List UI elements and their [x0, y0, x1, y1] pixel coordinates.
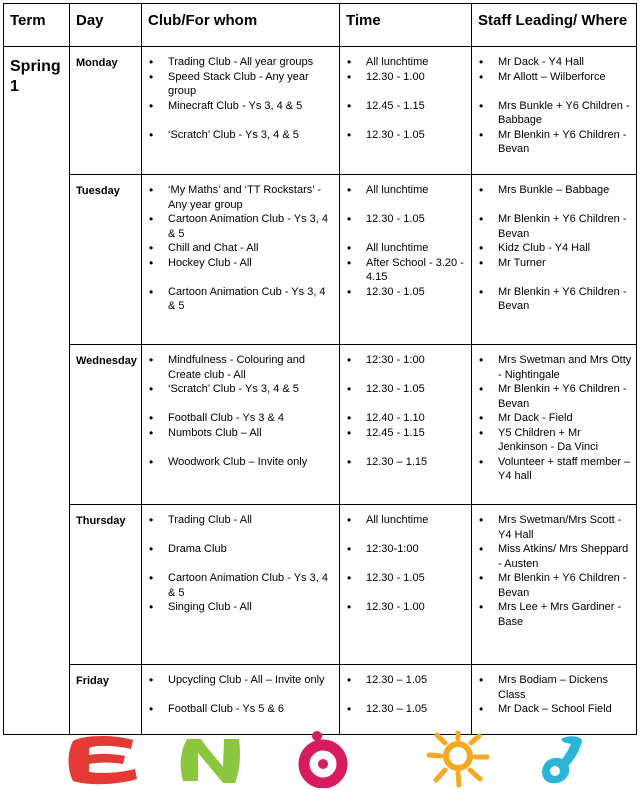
staff-item: • Mr Allott – Wilberforce — [472, 70, 632, 85]
staff-item — [472, 198, 632, 213]
time-item — [340, 84, 467, 99]
day-row — [4, 345, 637, 505]
time-item — [340, 198, 467, 213]
time-item: • 12:30-1:00 — [340, 542, 467, 557]
club-list — [142, 505, 339, 615]
time-list — [340, 47, 471, 142]
club-item: • Football Club - Ys 3 & 4 — [142, 411, 335, 426]
staff-cell — [472, 47, 637, 175]
club-cell — [142, 665, 340, 735]
time-item — [340, 113, 467, 128]
club-item — [142, 557, 335, 572]
time-item: • All lunchtime — [340, 183, 467, 198]
time-item — [340, 227, 467, 242]
day-row — [4, 505, 637, 665]
club-item: • ‘Scratch’ Club - Ys 3, 4 & 5 — [142, 128, 335, 143]
staff-list — [472, 175, 636, 314]
time-item — [340, 440, 467, 455]
club-item — [142, 528, 335, 543]
staff-item: • Mr Blenkin + Y6 Children - Bevan — [472, 571, 632, 600]
club-item: • Trading Club - All — [142, 513, 335, 528]
staff-list — [472, 345, 636, 484]
time-item — [340, 557, 467, 572]
time-item: • 12.30 - 1.05 — [340, 571, 467, 586]
staff-item: • Y5 Children + Mr Jenkinson - Da Vinci — [472, 426, 632, 455]
staff-cell — [472, 665, 637, 735]
day-cell: Wednesday — [70, 345, 142, 505]
club-item: • Upcycling Club - All – Invite only — [142, 673, 335, 688]
letter-n-logo — [181, 739, 240, 783]
staff-item: • Mr Blenkin + Y6 Children - Bevan — [472, 212, 632, 241]
time-list — [340, 505, 471, 615]
letter-o-logo — [429, 732, 487, 785]
club-item: • Singing Club - All — [142, 600, 335, 615]
time-cell — [340, 665, 472, 735]
enjoy-banner — [55, 731, 583, 788]
time-item — [340, 397, 467, 412]
time-cell — [340, 505, 472, 665]
club-item: • Mindfulness - Colouring and Create club - All — [142, 353, 335, 382]
staff-item — [472, 270, 632, 285]
club-cell — [142, 47, 340, 175]
time-item: • 12.30 – 1.15 — [340, 455, 467, 470]
staff-item: • Mrs Bodiam – Dickens Class — [472, 673, 632, 702]
time-cell — [340, 345, 472, 505]
club-item: • Football Club - Ys 5 & 6 — [142, 702, 335, 717]
header-time: Time — [340, 4, 472, 47]
time-list — [340, 345, 471, 469]
time-item: • 12.45 - 1.15 — [340, 426, 467, 441]
club-cell — [142, 175, 340, 345]
club-item — [142, 113, 335, 128]
staff-item: • Mrs Bunkle – Babbage — [472, 183, 632, 198]
staff-cell — [472, 175, 637, 345]
day-row — [4, 665, 637, 735]
time-cell — [340, 47, 472, 175]
time-item: • All lunchtime — [340, 513, 467, 528]
staff-list — [472, 665, 636, 717]
club-item: • ‘Scratch’ Club - Ys 3, 4 & 5 — [142, 382, 335, 397]
staff-item: • Mr Blenkin + Y6 Children - Bevan — [472, 382, 632, 411]
club-list — [142, 47, 339, 142]
time-item: • 12.30 - 1.05 — [340, 285, 467, 300]
day-row — [4, 47, 637, 175]
time-item: • 12:30 - 1:00 — [340, 353, 467, 368]
time-item: • All lunchtime — [340, 241, 467, 256]
club-item: • Woodwork Club – Invite only — [142, 455, 335, 470]
time-item: • 12.45 - 1.15 — [340, 99, 467, 114]
club-item: • Cartoon Animation Cub - Ys 3, 4 & 5 — [142, 285, 335, 314]
time-item: • After School - 3.20 - 4.15 — [340, 256, 467, 285]
letter-j-logo — [304, 731, 342, 783]
staff-item: • Mr Dack - Y4 Hall — [472, 55, 632, 70]
time-item: • 12.30 - 1.05 — [340, 128, 467, 143]
club-item: • Hockey Club - All — [142, 256, 335, 271]
time-list — [340, 665, 471, 717]
clubs-timetable — [3, 3, 637, 735]
time-item — [340, 528, 467, 543]
club-cell — [142, 505, 340, 665]
day-cell: Thursday — [70, 505, 142, 665]
club-item: • Chill and Chat - All — [142, 241, 335, 256]
club-item — [142, 270, 335, 285]
time-item — [340, 368, 467, 383]
time-item — [340, 688, 467, 703]
letter-e-logo — [69, 736, 138, 784]
club-item: • ‘My Maths’ and ‘TT Rockstars’ - Any year group — [142, 183, 335, 212]
time-cell — [340, 175, 472, 345]
time-item — [340, 586, 467, 601]
club-item — [142, 397, 335, 412]
club-list — [142, 665, 339, 717]
staff-item: • Mr Blenkin + Y6 Children - Bevan — [472, 128, 632, 157]
staff-list — [472, 505, 636, 629]
header-day: Day — [70, 4, 142, 47]
staff-item — [472, 84, 632, 99]
time-item: • 12.30 – 1.05 — [340, 702, 467, 717]
time-item: • 12.30 - 1.00 — [340, 70, 467, 85]
staff-item: • Mr Blenkin + Y6 Children - Bevan — [472, 285, 632, 314]
club-list — [142, 175, 339, 314]
club-item: • Numbots Club – All — [142, 426, 335, 441]
header-staff: Staff Leading/ Where — [472, 4, 637, 47]
club-item: • Speed Stack Club - Any year group — [142, 70, 335, 99]
staff-cell — [472, 345, 637, 505]
staff-item: • Mr Dack - Field — [472, 411, 632, 426]
staff-item: • Mrs Swetman and Mrs Otty - Nightingale — [472, 353, 632, 382]
time-item: • All lunchtime — [340, 55, 467, 70]
club-item — [142, 440, 335, 455]
club-item — [142, 688, 335, 703]
club-item: • Drama Club — [142, 542, 335, 557]
staff-item: • Kidz Club - Y4 Hall — [472, 241, 632, 256]
time-item: • 12.30 - 1.05 — [340, 212, 467, 227]
day-row — [4, 175, 637, 345]
staff-item: • Mrs Lee + Mrs Gardiner - Base — [472, 600, 632, 629]
header-club: Club/For whom — [142, 4, 340, 47]
staff-item: • Mrs Swetman/Mrs Scott - Y4 Hall — [472, 513, 632, 542]
day-cell: Tuesday — [70, 175, 142, 345]
club-item: • Trading Club - All year groups — [142, 55, 335, 70]
club-item: • Cartoon Animation Club - Ys 3, 4 & 5 — [142, 212, 335, 241]
header-row — [4, 4, 637, 47]
term-cell: Spring 1 — [4, 47, 70, 735]
staff-list — [472, 47, 636, 157]
club-cell — [142, 345, 340, 505]
time-list — [340, 175, 471, 299]
staff-item: • Miss Atkins/ Mrs Sheppard - Austen — [472, 542, 632, 571]
club-item: • Minecraft Club - Ys 3, 4 & 5 — [142, 99, 335, 114]
day-cell: Friday — [70, 665, 142, 735]
time-item: • 12.40 - 1.10 — [340, 411, 467, 426]
club-item: • Cartoon Animation Club - Ys 3, 4 & 5 — [142, 571, 335, 600]
staff-item: • Mr Turner — [472, 256, 632, 271]
time-item: • 12.30 – 1.05 — [340, 673, 467, 688]
header-term: Term — [4, 4, 70, 47]
letter-y-logo — [542, 736, 582, 783]
staff-item: • Mrs Bunkle + Y6 Children - Babbage — [472, 99, 632, 128]
staff-cell — [472, 505, 637, 665]
club-list — [142, 345, 339, 469]
time-item: • 12.30 - 1.00 — [340, 600, 467, 615]
day-cell: Monday — [70, 47, 142, 175]
staff-item: • Mr Dack – School Field — [472, 702, 632, 717]
staff-item: • Volunteer + staff member – Y4 hall — [472, 455, 632, 484]
time-item: • 12.30 - 1.05 — [340, 382, 467, 397]
